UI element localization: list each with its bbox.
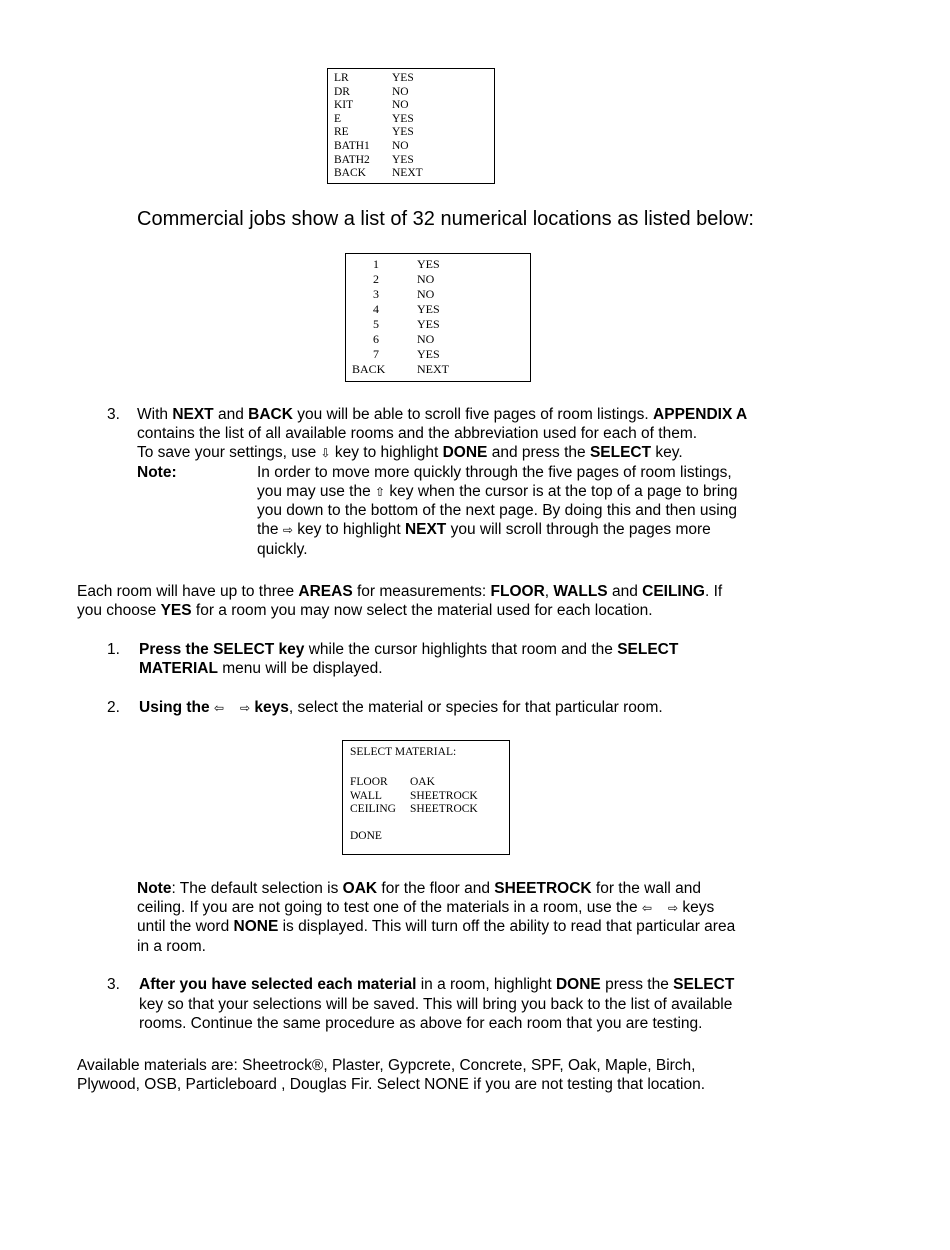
text: you may use the bbox=[257, 483, 376, 500]
room-value: NO bbox=[392, 99, 409, 112]
text: and bbox=[607, 583, 643, 600]
text: is displayed. This will turn off the ability to read that particular area bbox=[278, 918, 736, 935]
step-2-line-1 bbox=[139, 698, 663, 718]
step-3b-line-2: key so that your selections will be saved. This will bring you back to the list of available bbox=[139, 996, 733, 1013]
text: you will be able to scroll five pages of room listings. bbox=[292, 406, 654, 423]
text: To save your settings, use bbox=[137, 444, 321, 461]
text: key to highlight bbox=[330, 444, 443, 461]
room-code: DR bbox=[334, 85, 350, 98]
bold-oak: OAK bbox=[342, 880, 378, 897]
location-number: BACK bbox=[352, 362, 386, 376]
note-line-3: you down to the bottom of the next page. By doing this and then using bbox=[257, 502, 737, 519]
text: and bbox=[213, 406, 249, 423]
note2-line-4: in a room. bbox=[137, 938, 206, 955]
text: menu will be displayed. bbox=[217, 660, 383, 677]
room-code: BATH2 bbox=[334, 153, 370, 166]
note-label bbox=[137, 463, 177, 482]
bold-keys: keys bbox=[250, 699, 289, 716]
note-label-text: Note: bbox=[137, 464, 177, 481]
bold-press-select: Press the SELECT key bbox=[139, 641, 305, 658]
room-value: NO bbox=[392, 85, 409, 98]
text: ceiling. If you are not going to test one of the materials in a room, use the bbox=[137, 899, 642, 916]
step-number: 3. bbox=[107, 976, 120, 993]
left-arrow-icon: ⇦ bbox=[641, 901, 652, 915]
bold-material: MATERIAL bbox=[139, 660, 218, 677]
text: : The default selection is bbox=[171, 880, 343, 897]
areas-line-2 bbox=[77, 601, 653, 620]
bold-next: NEXT bbox=[172, 406, 214, 423]
step-1-line-1 bbox=[139, 640, 678, 659]
step-3b-line-3: rooms. Continue the same procedure as above for each room that you are testing. bbox=[139, 1015, 703, 1032]
location-value: YES bbox=[417, 317, 440, 331]
material-value: OAK bbox=[410, 776, 435, 788]
text: while the cursor highlights that room and the bbox=[304, 641, 618, 658]
bold-next: NEXT bbox=[404, 521, 447, 538]
materials-line-1: Available materials are: Sheetrock®, Plaster, Gypcrete, Concrete, SPF, Oak, Maple, Birch, bbox=[77, 1057, 696, 1074]
location-value: NO bbox=[417, 287, 435, 301]
bold-back: BACK bbox=[248, 406, 293, 423]
material-value: SHEETROCK bbox=[410, 803, 478, 816]
location-number: 5 bbox=[373, 317, 379, 331]
bold-done: DONE bbox=[442, 444, 488, 461]
location-number: 4 bbox=[373, 302, 379, 316]
bold-areas: AREAS bbox=[298, 583, 353, 600]
commercial-heading: Commercial jobs show a list of 32 numerical locations as listed below: bbox=[137, 208, 754, 230]
up-arrow-icon: ⇧ bbox=[375, 485, 386, 499]
room-code: E bbox=[334, 112, 342, 125]
material-area: WALL bbox=[350, 789, 382, 802]
location-number: 2 bbox=[373, 272, 379, 286]
text: key to highlight bbox=[292, 521, 405, 538]
step-number: 2. bbox=[107, 699, 120, 716]
text: for the wall and bbox=[591, 880, 702, 897]
text: keys bbox=[678, 899, 715, 916]
bold-walls: WALLS bbox=[553, 583, 608, 600]
material-area: FLOOR bbox=[350, 776, 388, 788]
text: Each room will have up to three bbox=[77, 583, 299, 600]
bold-floor: FLOOR bbox=[490, 583, 545, 600]
text: for measurements: bbox=[352, 583, 491, 600]
step-3-line-3 bbox=[137, 443, 683, 463]
left-arrow-icon: ⇦ bbox=[213, 701, 224, 715]
location-value: YES bbox=[417, 257, 440, 271]
location-value: YES bbox=[417, 347, 440, 361]
text: you choose bbox=[77, 602, 161, 619]
room-value: YES bbox=[392, 72, 414, 84]
step-3b-line-1 bbox=[139, 975, 734, 994]
location-value: NO bbox=[417, 332, 435, 346]
right-arrow-icon: ⇨ bbox=[667, 901, 679, 915]
room-code: RE bbox=[334, 126, 349, 139]
text: for the floor and bbox=[377, 880, 495, 897]
note2-line-2 bbox=[137, 898, 714, 918]
material-area: CEILING bbox=[350, 803, 396, 816]
right-arrow-icon: ⇨ bbox=[282, 523, 293, 537]
right-arrow-icon: ⇨ bbox=[239, 701, 251, 715]
text: in a room, highlight bbox=[416, 976, 556, 993]
text: , bbox=[544, 583, 554, 600]
location-number: 7 bbox=[373, 347, 379, 361]
bold-select: SELECT bbox=[617, 641, 679, 658]
text: . If bbox=[705, 583, 723, 600]
bold-select: SELECT bbox=[673, 976, 735, 993]
step-number: 1. bbox=[107, 641, 120, 658]
step-number: 3. bbox=[107, 406, 120, 423]
text: With bbox=[137, 406, 173, 423]
bold-yes: YES bbox=[160, 602, 192, 619]
bold-using-the: Using the bbox=[139, 699, 214, 716]
text: until the word bbox=[137, 918, 234, 935]
areas-line-1 bbox=[77, 582, 722, 601]
bold-ceiling: CEILING bbox=[642, 583, 705, 600]
bold-none: NONE bbox=[233, 918, 279, 935]
text: key when the cursor is at the top of a page to bring bbox=[385, 483, 738, 500]
bold-select: SELECT bbox=[589, 444, 652, 461]
material-value: SHEETROCK bbox=[410, 789, 478, 802]
step-3-line-1 bbox=[137, 405, 747, 424]
down-arrow-icon: ⇩ bbox=[320, 446, 331, 460]
room-code: BATH1 bbox=[334, 140, 370, 152]
text: press the bbox=[600, 976, 674, 993]
note-line-1: In order to move more quickly through the five pages of room listings, bbox=[257, 464, 732, 481]
bold-appendix: APPENDIX A bbox=[653, 406, 748, 423]
select-material-display bbox=[342, 740, 510, 855]
materials-line-2: Plywood, OSB, Particleboard , Douglas Fir. Select NONE if you are not testing that location. bbox=[77, 1076, 706, 1093]
bold-done: DONE bbox=[555, 976, 601, 993]
note-line-5: quickly. bbox=[257, 541, 308, 558]
material-box-title: SELECT MATERIAL: bbox=[350, 746, 457, 758]
room-code: LR bbox=[334, 72, 349, 84]
text: the bbox=[257, 521, 283, 538]
room-code: KIT bbox=[334, 99, 354, 112]
location-value: NO bbox=[417, 272, 435, 286]
material-box-done: DONE bbox=[350, 830, 382, 842]
step-3-line-2: contains the list of all available rooms and the abbreviation used for each of them. bbox=[137, 425, 698, 442]
text: for a room you may now select the material used for each location. bbox=[191, 602, 653, 619]
location-number: 1 bbox=[373, 257, 379, 271]
room-value: NEXT bbox=[392, 167, 423, 180]
bold-sheetrock: SHEETROCK bbox=[494, 880, 592, 897]
room-value: NO bbox=[392, 140, 409, 152]
text: you will scroll through the pages more bbox=[446, 521, 711, 538]
bold-note: Note bbox=[137, 880, 172, 897]
room-value: YES bbox=[392, 112, 414, 125]
step-1-line-2 bbox=[139, 659, 383, 678]
location-number: 6 bbox=[373, 332, 379, 346]
text: and press the bbox=[487, 444, 590, 461]
location-value: YES bbox=[417, 302, 440, 316]
note-line-2 bbox=[257, 482, 738, 502]
location-number: 3 bbox=[373, 287, 379, 301]
residential-room-list-display bbox=[327, 68, 495, 184]
room-value: YES bbox=[392, 153, 414, 166]
text: , select the material or species for that particular room. bbox=[288, 699, 663, 716]
note2-line-3 bbox=[137, 917, 735, 936]
bold-after-selected: After you have selected each material bbox=[139, 976, 417, 993]
location-value: NEXT bbox=[417, 362, 449, 376]
room-code: BACK bbox=[334, 167, 366, 180]
note2-line-1 bbox=[137, 879, 701, 898]
note-line-4 bbox=[257, 520, 711, 540]
text: key. bbox=[651, 444, 683, 461]
commercial-location-list-display bbox=[345, 253, 531, 382]
room-value: YES bbox=[392, 126, 414, 139]
